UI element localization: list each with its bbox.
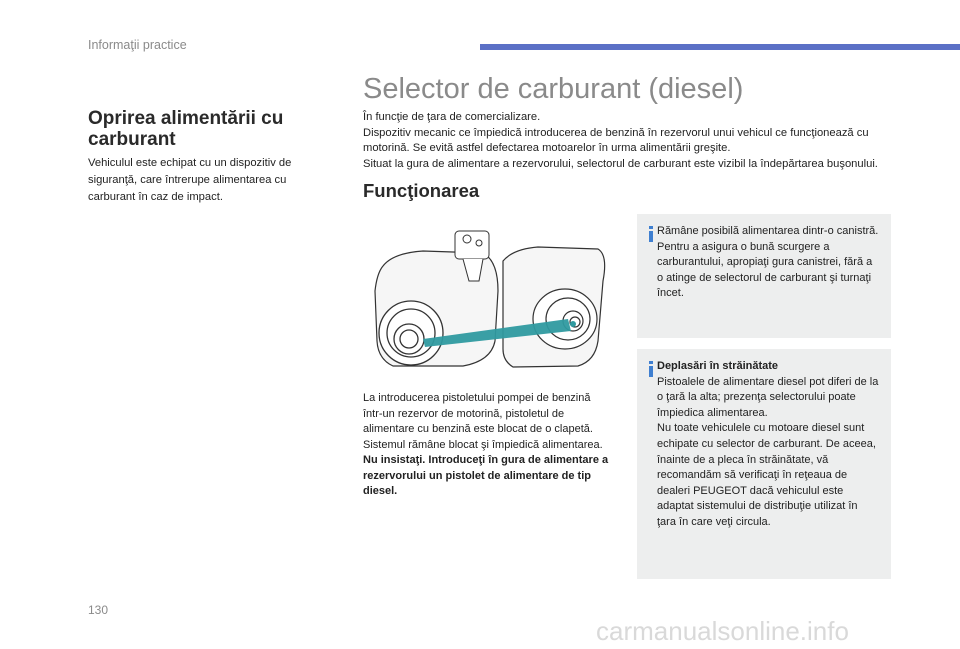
section-subtitle: Funcţionarea [363, 180, 480, 201]
fuel-selector-illustration [363, 221, 613, 376]
fuel-filler-drawing [363, 221, 613, 376]
note-2-content [657, 359, 879, 531]
info-icon [649, 361, 653, 377]
intro-line-1: În funcţie de ţara de comercializare. [363, 111, 541, 123]
page-title: Selector de carburant (diesel) [363, 73, 744, 105]
intro-text [363, 110, 903, 172]
description-warning: Nu insistaţi. Introduceţi în gura de alimentare a rezervorului un pistolet de alimentare de tip diesel. [363, 454, 609, 497]
info-icon [649, 226, 653, 242]
operation-description [363, 391, 613, 500]
note-box-abroad [637, 349, 891, 579]
left-paragraph: Vehiculul este echipat cu un dispozitiv de siguranţă, care întrerupe alimentarea cu carburant în caz de impact. [88, 157, 292, 203]
intro-line-2: Dispozitiv mecanic ce împiedică introducerea de benzină în rezervorul unui vehicul ce funcţionează cu motorină. Se evită astfel defectarea motoarelor în urma alimentării greşite. [363, 126, 869, 155]
description-text: La introducerea pistoletului pompei de benzină într-un rezervor de motorină, pistoletul de alimentare cu benzină este blocat de o clapetă. Sistemul rămâne blocat şi împiedică alimentarea. [363, 392, 603, 451]
watermark: carmanualsonline.info [596, 616, 849, 646]
note-2-title: Deplasări în străinătate [657, 360, 779, 372]
section-title: Informaţii practice [88, 38, 187, 52]
note-2-text: Pistoalele de alimentare diesel pot diferi de la o ţară la alta; prezenţa selectorului poate împiedica alimentarea. Nu toate vehiculele cu motoare diesel sunt echipate cu selector de carburant. De aceea, înainte de a pleca în străinătate, vă recomandăm să verificaţi în reţeaua de dealeri PEUGEOT dacă vehiculul este adaptat sistemului de distribuţie utilizat în ţara în care veţi circula. [657, 375, 879, 528]
header-accent-bar [480, 44, 960, 50]
page-number: 130 [88, 603, 109, 617]
note-1-text: Rămâne posibilă alimentarea dintr-o canistră. Pentru a asigura o bună scurgere a carburantului, apropiaţi gura canistrei, fără a o atinge de selectorul de carburant şi turnaţi încet. [657, 225, 879, 300]
intro-line-3: Situat la gura de alimentare a rezervorului, selectorul de carburant este vizibil la îndepărtarea buşonului. [363, 157, 878, 170]
note-box-canister [637, 214, 891, 338]
left-heading: Oprirea alimentării cu carburant [88, 108, 284, 150]
